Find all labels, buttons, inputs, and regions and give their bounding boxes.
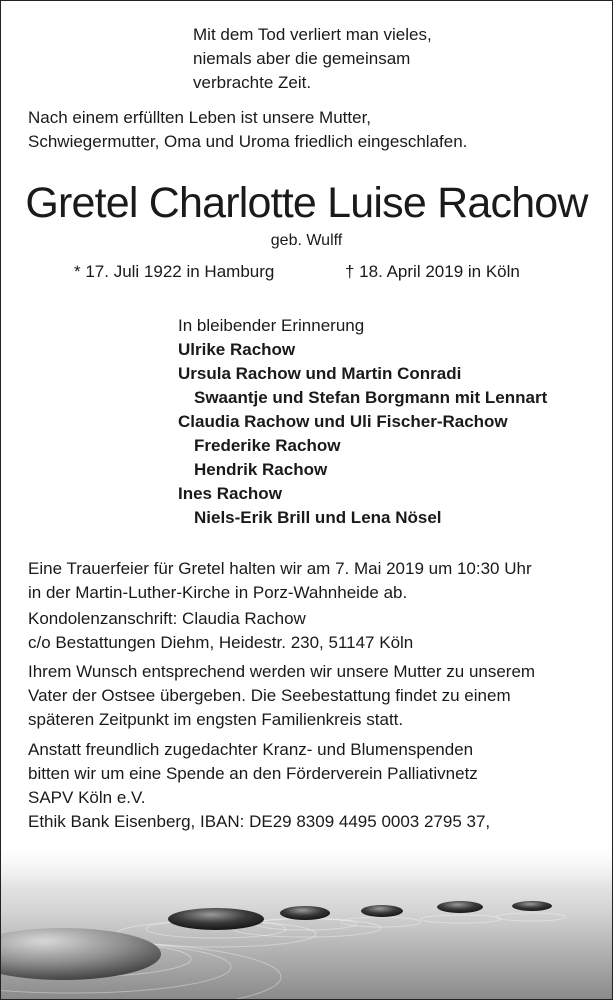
mourner-name: Swaantje und Stefan Borgmann mit Lennart (194, 388, 548, 407)
stone-6 (512, 901, 552, 911)
intro-text (28, 106, 467, 154)
intro-line: Schwiegermutter, Oma und Uroma friedlich eingeschlafen. (28, 132, 468, 151)
motto-line: Mit dem Tod verliert man vieles, (193, 25, 432, 44)
birth-date: * 17. Juli 1922 in Hamburg (74, 262, 275, 281)
mourner-name: Claudia Rachow und Uli Fischer-Rachow (178, 412, 508, 431)
mourners-intro: In bleibender Erinnerung (178, 316, 365, 335)
condolence-address (28, 607, 413, 655)
deceased-name: Gretel Charlotte Luise Rachow (25, 179, 588, 227)
stone-2 (168, 908, 264, 930)
service-info (28, 557, 532, 605)
condolence-line: Kondolenzanschrift: Claudia Rachow (28, 609, 306, 628)
burial-line: Ihrem Wunsch entsprechend werden wir unsere Mutter zu unserem (28, 662, 536, 681)
stone-3 (280, 906, 330, 920)
stone-5 (437, 901, 483, 913)
burial-line: Vater der Ostsee übergeben. Die Seebestattung findet zu einem (28, 686, 511, 705)
mourner-name: Ulrike Rachow (178, 340, 296, 359)
service-line: in der Martin-Luther-Kirche in Porz-Wahnheide ab. (28, 583, 408, 602)
service-line: Eine Trauerfeier für Gretel halten wir am 7. Mai 2019 um 10:30 Uhr (28, 559, 532, 578)
donation-line: Ethik Bank Eisenberg, IBAN: DE29 8309 4495 0003 2795 37, (28, 812, 491, 831)
death-date: † 18. April 2019 in Köln (345, 262, 520, 281)
donation-line: bitten wir um eine Spende an den Förderverein Palliativnetz (28, 764, 478, 783)
mourners-list (178, 314, 547, 530)
mourner-name: Frederike Rachow (194, 436, 341, 455)
mourner-name: Niels-Erik Brill und Lena Nösel (194, 508, 442, 527)
motto-quote (193, 23, 432, 95)
motto-line: verbrachte Zeit. (193, 73, 312, 92)
donation-line: Anstatt freundlich zugedachter Kranz- und Blumenspenden (28, 740, 474, 759)
condolence-line: c/o Bestattungen Diehm, Heidestr. 230, 51147 Köln (28, 633, 414, 652)
intro-line: Nach einem erfüllten Leben ist unsere Mutter, (28, 108, 372, 127)
stepping-stones-image (1, 839, 612, 999)
birth-name: geb. Wulff (270, 232, 343, 249)
stone-4 (361, 905, 403, 917)
mourner-name: Ines Rachow (178, 484, 282, 503)
burial-line: späteren Zeitpunkt im engsten Familienkreis statt. (28, 710, 404, 729)
mourner-name: Hendrik Rachow (194, 460, 328, 479)
donation-line: SAPV Köln e.V. (28, 788, 146, 807)
mourner-name: Ursula Rachow und Martin Conradi (178, 364, 462, 383)
burial-info (28, 660, 535, 732)
motto-line: niemals aber die gemeinsam (193, 49, 411, 68)
